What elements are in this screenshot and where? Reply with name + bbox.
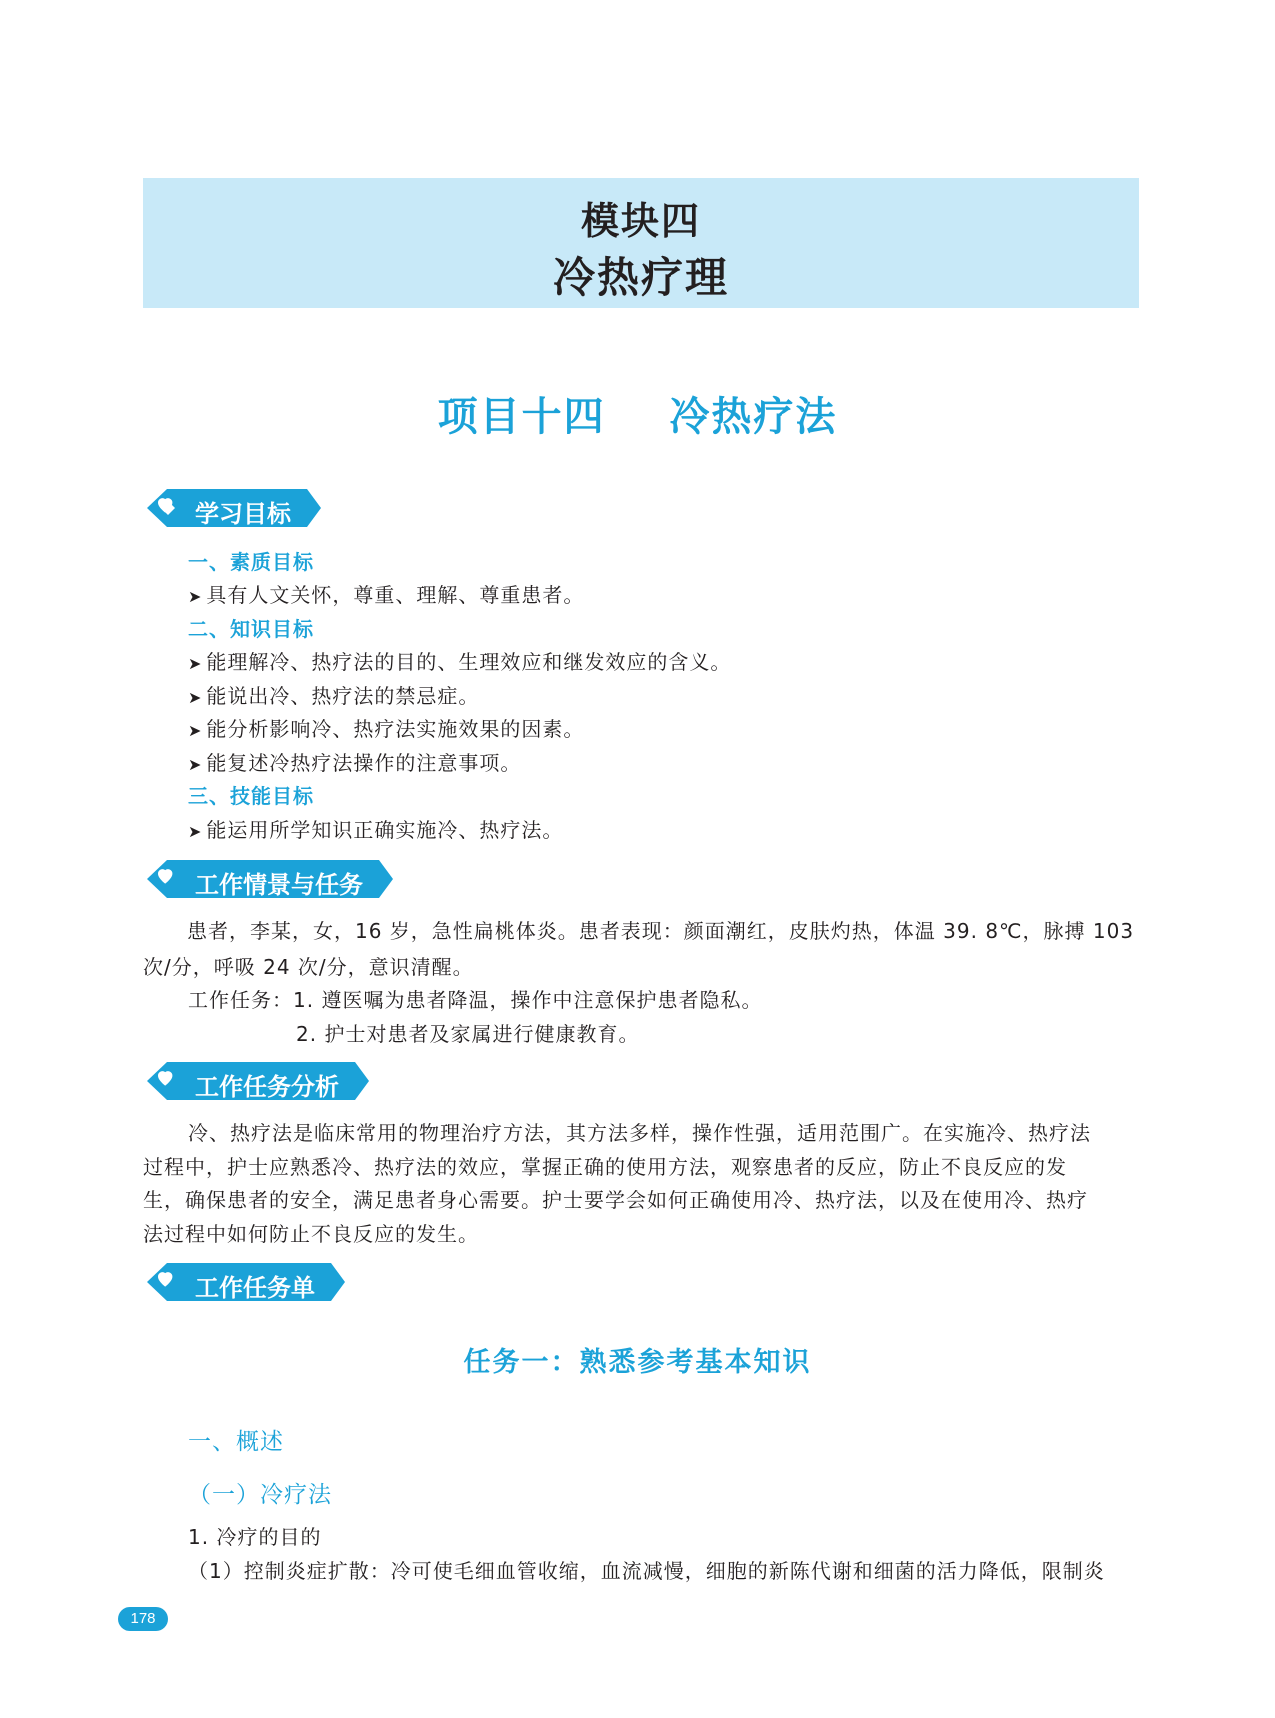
page-number: 178 <box>118 1607 168 1631</box>
section-label: 工作任务单 <box>195 1274 315 1302</box>
task-title: 任务一：熟悉参考基本知识 <box>463 1347 812 1378</box>
skill-goal-head: 三、技能目标 <box>188 784 314 808</box>
scenario-paragraph: 患者，李某，女，16 岁，急性扁桃体炎。患者表现：颜面潮红，皮肤灼热，体温 39. 8℃，脉搏 103 <box>187 919 1135 943</box>
cold-therapy-heading: （一）冷疗法 <box>188 1482 332 1508</box>
analysis-line: 过程中，护士应熟悉冷、热疗法的效应，掌握正确的使用方法，观察患者的反应，防止不良反应的发 <box>143 1155 1067 1179</box>
knowledge-goal-item: ➤ 能分析影响冷、热疗法实施效果的因素。 <box>188 717 585 741</box>
scenario-paragraph-cont: 次/分，呼吸 24 次/分，意识清醒。 <box>143 955 474 979</box>
module-title: 冷热疗理 <box>552 253 729 302</box>
skill-goal-item: ➤ 能运用所学知识正确实施冷、热疗法。 <box>188 818 564 842</box>
analysis-line: 生，确保患者的安全，满足患者身心需要。护士要学会如何正确使用冷、热疗法，以及在使用冷、热疗 <box>143 1188 1088 1212</box>
purpose-heading: 1. 冷疗的目的 <box>188 1525 322 1549</box>
project-title: 项目十四 冷热疗法 <box>437 394 838 440</box>
work-task-line: 2. 护士对患者及家属进行健康教育。 <box>296 1022 640 1046</box>
overview-heading: 一、概述 <box>188 1429 284 1455</box>
quality-goal-head: 一、素质目标 <box>188 550 314 574</box>
knowledge-goal-head: 二、知识目标 <box>188 617 314 641</box>
analysis-line: 冷、热疗法是临床常用的物理治疗方法，其方法多样，操作性强，适用范围广。在实施冷、热疗法 <box>188 1121 1091 1145</box>
section-label: 学习目标 <box>195 500 291 528</box>
knowledge-goal-item: ➤ 能说出冷、热疗法的禁忌症。 <box>188 684 480 708</box>
purpose-item: （1）控制炎症扩散：冷可使毛细血管收缩，血流减慢，细胞的新陈代谢和细菌的活力降低，限制炎 <box>188 1559 1105 1583</box>
knowledge-goal-item: ➤ 能复述冷热疗法操作的注意事项。 <box>188 751 522 775</box>
section-label: 工作任务分析 <box>195 1073 339 1101</box>
section-label: 工作情景与任务 <box>195 871 363 899</box>
module-number: 模块四 <box>580 199 701 243</box>
knowledge-goal-item: ➤ 能理解冷、热疗法的目的、生理效应和继发效应的含义。 <box>188 650 732 674</box>
work-task-line: 工作任务：1. 遵医嘱为患者降温，操作中注意保护患者隐私。 <box>188 988 763 1012</box>
quality-goal-item: ➤ 具有人文关怀，尊重、理解、尊重患者。 <box>188 583 585 607</box>
analysis-line: 法过程中如何防止不良反应的发生。 <box>143 1222 479 1246</box>
